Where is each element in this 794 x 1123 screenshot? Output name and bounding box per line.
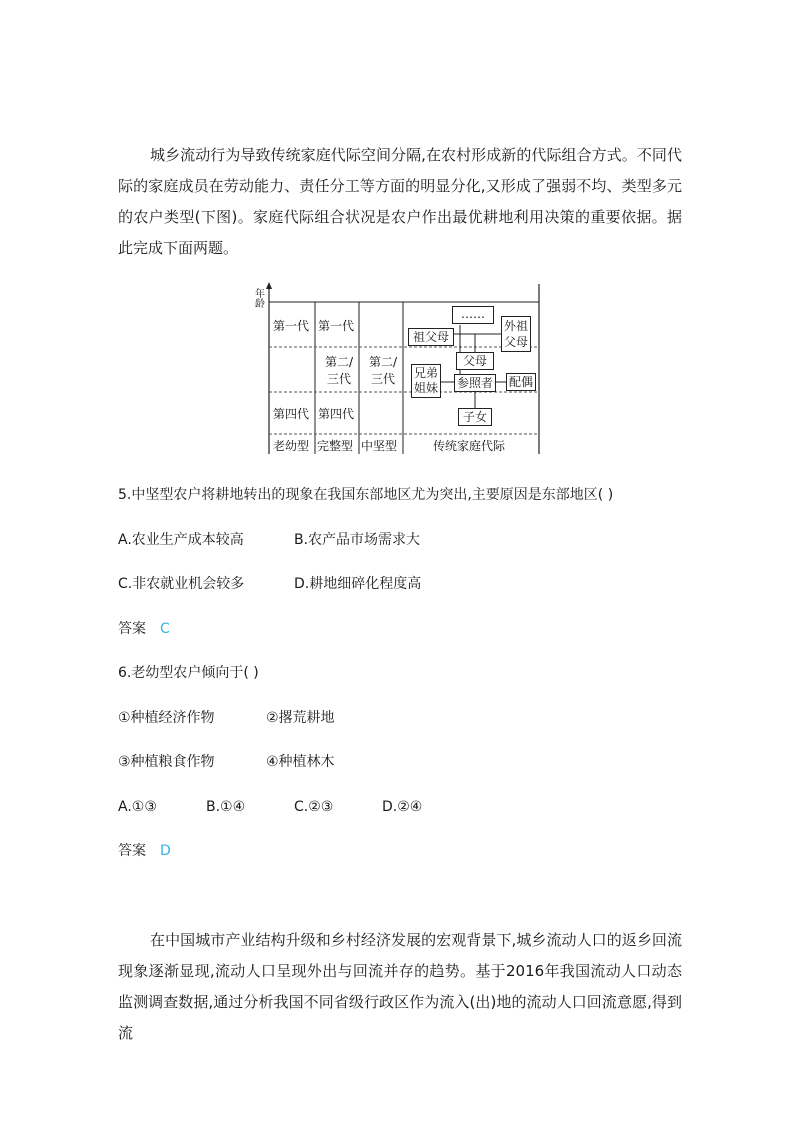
q5-options-row2 bbox=[118, 574, 421, 594]
q5-option-c: C.非农就业机会较多 bbox=[118, 576, 245, 592]
col3-gen23: 第二/三代 bbox=[368, 355, 398, 386]
q5-options-row1 bbox=[118, 530, 420, 550]
col2-label: 完整型 bbox=[317, 439, 354, 453]
col1-label: 老幼型 bbox=[273, 439, 310, 453]
q6-option-b: B.①④ bbox=[206, 799, 246, 815]
q6-item-3: ③种植粮食作物 bbox=[118, 754, 215, 770]
q6-item-2: ②撂荒耕地 bbox=[266, 710, 335, 726]
spouse-box: 配偶 bbox=[506, 373, 536, 391]
children-box: 子女 bbox=[458, 408, 492, 426]
traditional-label: 传统家庭代际 bbox=[433, 439, 506, 453]
q6-answer bbox=[118, 841, 171, 861]
q6-stem: 6.老幼型农户倾向于( ) bbox=[118, 665, 259, 681]
intro-paragraph-2: 在中国城市产业结构升级和乡村经济发展的宏观背景下,城乡流动人口的返乡回流现象逐渐显现,流动人口呈现外出与回流并存的趋势。基于2016年我国流动人口动态监测调查数据,通过分析我国不同省级行政区作为流入(出)地的流动人口回流意愿,得到流 bbox=[118, 931, 682, 1042]
q5-answer-label: 答案 bbox=[118, 621, 146, 637]
q6-option-d: D.②④ bbox=[382, 799, 423, 815]
parents-box: 父母 bbox=[456, 352, 494, 370]
q6-option-a: A.①③ bbox=[118, 799, 157, 815]
q6-item-1: ①种植经济作物 bbox=[118, 710, 215, 726]
col3-label: 中坚型 bbox=[361, 439, 398, 453]
q6-option-c: C.②③ bbox=[294, 799, 334, 815]
q6-answer-value: D bbox=[160, 843, 171, 859]
age-axis-label: 年龄 bbox=[255, 289, 265, 310]
q5-option-d: D.耕地细碎化程度高 bbox=[294, 576, 422, 592]
siblings-box: 兄弟姐妹 bbox=[411, 364, 441, 398]
q5-stem: 5.中坚型农户将耕地转出的现象在我国东部地区尤为突出,主要原因是东部地区( ) bbox=[118, 487, 614, 503]
col2-gen23: 第二/三代 bbox=[324, 355, 354, 386]
reference-person-box: 参照者 bbox=[454, 374, 496, 392]
q6-options bbox=[118, 797, 422, 817]
q5-option-a: A.农业生产成本较高 bbox=[118, 532, 244, 548]
col1-gen1: 第一代 bbox=[273, 319, 310, 333]
col1-gen4: 第四代 bbox=[273, 407, 310, 421]
q6-item-4: ④种植林木 bbox=[266, 754, 335, 770]
q5-answer-value: C bbox=[160, 621, 170, 637]
top-ancestors-box: …… bbox=[452, 306, 494, 324]
intro-paragraph-1: 城乡流动行为导致传统家庭代际空间分隔,在农村形成新的代际组合方式。不同代际的家庭成员在劳动能力、责任分工等方面的明显分化,又形成了强弱不均、类型多元的农户类型(下图)。家庭代际组合状况是农户作出最优耕地利用决策的重要依据。据此完成下面两题。 bbox=[118, 146, 682, 257]
col2-gen1: 第一代 bbox=[318, 319, 355, 333]
col2-gen4: 第四代 bbox=[318, 407, 355, 421]
q5-option-b: B.农产品市场需求大 bbox=[294, 532, 421, 548]
q5-answer bbox=[118, 619, 170, 639]
q6-items-row2 bbox=[118, 752, 335, 772]
q6-answer-label: 答案 bbox=[118, 843, 146, 859]
maternal-grandparents-box: 外祖父母 bbox=[501, 316, 531, 352]
q6-items-row1 bbox=[118, 708, 335, 728]
family-generation-diagram bbox=[255, 282, 543, 457]
grandparents-box: 祖父母 bbox=[408, 328, 454, 346]
